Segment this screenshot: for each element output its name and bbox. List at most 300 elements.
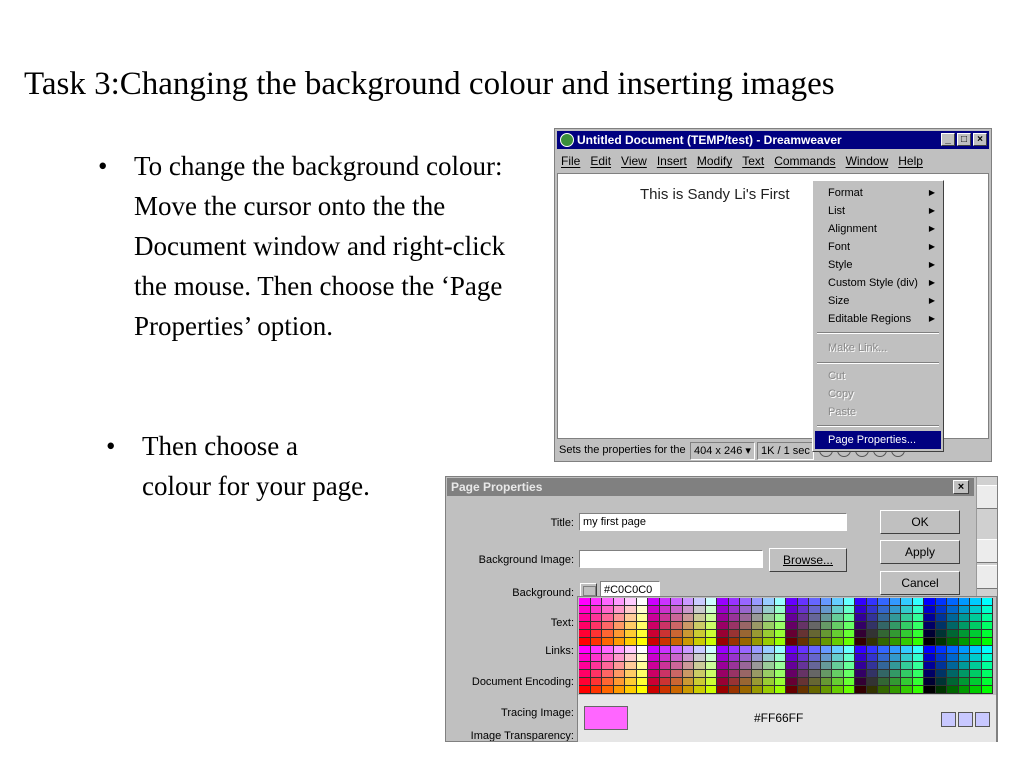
color-swatch[interactable] — [729, 598, 741, 606]
color-swatch[interactable] — [706, 646, 718, 654]
color-swatch[interactable] — [832, 598, 844, 606]
color-swatch[interactable] — [740, 686, 752, 694]
color-swatch[interactable] — [752, 598, 764, 606]
color-swatch[interactable] — [867, 622, 879, 630]
color-swatch[interactable] — [901, 686, 913, 694]
color-swatch[interactable] — [637, 678, 649, 686]
color-swatch[interactable] — [970, 598, 982, 606]
color-swatch[interactable] — [913, 606, 925, 614]
color-swatch[interactable] — [959, 638, 971, 646]
color-swatch[interactable] — [901, 662, 913, 670]
color-swatch[interactable] — [602, 662, 614, 670]
color-swatch[interactable] — [717, 638, 729, 646]
color-swatch[interactable] — [648, 662, 660, 670]
color-swatch[interactable] — [671, 686, 683, 694]
color-swatch[interactable] — [717, 654, 729, 662]
color-swatch[interactable] — [844, 686, 856, 694]
dialog-close-button[interactable]: × — [953, 480, 969, 494]
color-swatch[interactable] — [832, 678, 844, 686]
color-swatch[interactable] — [706, 598, 718, 606]
color-swatch[interactable] — [717, 606, 729, 614]
color-swatch[interactable] — [878, 686, 890, 694]
color-swatch[interactable] — [637, 598, 649, 606]
color-swatch[interactable] — [798, 654, 810, 662]
color-swatch[interactable] — [890, 622, 902, 630]
menu-modify[interactable]: Modify — [696, 154, 733, 168]
color-swatch[interactable] — [959, 654, 971, 662]
color-swatch[interactable] — [706, 614, 718, 622]
color-swatch[interactable] — [867, 598, 879, 606]
color-swatch[interactable] — [648, 630, 660, 638]
color-swatch[interactable] — [867, 670, 879, 678]
color-swatch[interactable] — [717, 598, 729, 606]
color-swatch[interactable] — [798, 598, 810, 606]
color-swatch[interactable] — [878, 678, 890, 686]
color-swatch[interactable] — [890, 678, 902, 686]
color-swatch[interactable] — [821, 662, 833, 670]
color-swatch[interactable] — [867, 678, 879, 686]
color-swatch[interactable] — [867, 606, 879, 614]
color-swatch[interactable] — [901, 670, 913, 678]
color-swatch[interactable] — [763, 606, 775, 614]
ctx-alignment[interactable] — [815, 220, 941, 238]
color-swatch[interactable] — [579, 670, 591, 678]
color-swatch[interactable] — [913, 662, 925, 670]
color-swatch[interactable] — [614, 630, 626, 638]
color-swatch[interactable] — [740, 630, 752, 638]
color-swatch[interactable] — [855, 662, 867, 670]
color-swatch[interactable] — [786, 638, 798, 646]
color-swatch[interactable] — [890, 686, 902, 694]
color-swatch[interactable] — [660, 662, 672, 670]
color-swatch[interactable] — [832, 614, 844, 622]
color-swatch[interactable] — [752, 686, 764, 694]
cancel-button[interactable] — [880, 571, 960, 595]
color-swatch[interactable] — [901, 606, 913, 614]
color-swatch[interactable] — [752, 670, 764, 678]
ctx-page-properties[interactable] — [815, 431, 941, 449]
color-swatch[interactable] — [625, 638, 637, 646]
color-swatch[interactable] — [959, 646, 971, 654]
color-swatch[interactable] — [890, 614, 902, 622]
color-swatch[interactable] — [936, 598, 948, 606]
color-swatch[interactable] — [579, 606, 591, 614]
color-swatch[interactable] — [982, 630, 994, 638]
color-swatch[interactable] — [913, 598, 925, 606]
color-swatch[interactable] — [890, 654, 902, 662]
color-swatch[interactable] — [832, 654, 844, 662]
background-image-input[interactable] — [579, 550, 763, 568]
color-swatch[interactable] — [901, 630, 913, 638]
color-swatch[interactable] — [809, 678, 821, 686]
color-swatch[interactable] — [602, 686, 614, 694]
color-swatch[interactable] — [637, 670, 649, 678]
color-swatch[interactable] — [867, 662, 879, 670]
color-swatch[interactable] — [729, 662, 741, 670]
color-swatch[interactable] — [637, 686, 649, 694]
color-swatch[interactable] — [729, 686, 741, 694]
color-swatch[interactable] — [625, 670, 637, 678]
color-swatch[interactable] — [602, 670, 614, 678]
color-swatch[interactable] — [579, 654, 591, 662]
color-swatch[interactable] — [660, 646, 672, 654]
background-hex-input[interactable]: #C0C0C0 — [600, 581, 660, 599]
color-swatch[interactable] — [901, 678, 913, 686]
color-swatch[interactable] — [763, 622, 775, 630]
color-swatch[interactable] — [809, 662, 821, 670]
color-swatch[interactable] — [832, 662, 844, 670]
color-swatch[interactable] — [729, 606, 741, 614]
color-swatch[interactable] — [648, 670, 660, 678]
color-swatch[interactable] — [821, 678, 833, 686]
color-swatch[interactable] — [959, 678, 971, 686]
color-swatch[interactable] — [694, 638, 706, 646]
color-swatch[interactable] — [706, 654, 718, 662]
color-swatch[interactable] — [706, 662, 718, 670]
color-swatch[interactable] — [798, 662, 810, 670]
color-swatch[interactable] — [740, 614, 752, 622]
color-swatch[interactable] — [936, 630, 948, 638]
color-swatch[interactable] — [970, 630, 982, 638]
color-swatch[interactable] — [959, 662, 971, 670]
color-swatch[interactable] — [648, 686, 660, 694]
color-swatch[interactable] — [729, 654, 741, 662]
color-swatch[interactable] — [683, 606, 695, 614]
color-swatch[interactable] — [775, 662, 787, 670]
color-swatch[interactable] — [970, 622, 982, 630]
color-swatch[interactable] — [775, 622, 787, 630]
color-swatch[interactable] — [683, 598, 695, 606]
color-swatch[interactable] — [752, 606, 764, 614]
ctx-size[interactable] — [815, 292, 941, 310]
ctx-format[interactable] — [815, 184, 941, 202]
color-swatch[interactable] — [936, 654, 948, 662]
color-swatch[interactable] — [821, 646, 833, 654]
ok-button[interactable] — [880, 510, 960, 534]
color-swatch[interactable] — [959, 606, 971, 614]
color-swatch[interactable] — [648, 654, 660, 662]
color-swatch[interactable] — [786, 678, 798, 686]
color-swatch[interactable] — [625, 598, 637, 606]
color-swatch[interactable] — [947, 662, 959, 670]
color-swatch[interactable] — [602, 646, 614, 654]
color-swatch[interactable] — [614, 638, 626, 646]
color-swatch[interactable] — [878, 646, 890, 654]
color-swatch[interactable] — [671, 630, 683, 638]
color-swatch[interactable] — [717, 646, 729, 654]
color-swatch[interactable] — [625, 622, 637, 630]
color-swatch[interactable] — [752, 646, 764, 654]
ctx-list[interactable] — [815, 202, 941, 220]
color-swatch[interactable] — [970, 670, 982, 678]
color-swatch[interactable] — [671, 654, 683, 662]
color-swatch[interactable] — [579, 598, 591, 606]
color-swatch[interactable] — [671, 678, 683, 686]
color-swatch[interactable] — [890, 670, 902, 678]
color-swatch[interactable] — [947, 638, 959, 646]
color-swatch[interactable] — [614, 686, 626, 694]
color-swatch[interactable] — [936, 670, 948, 678]
color-swatch[interactable] — [821, 614, 833, 622]
browse-button[interactable] — [769, 548, 847, 572]
color-swatch[interactable] — [660, 622, 672, 630]
color-swatch[interactable] — [913, 622, 925, 630]
color-swatch[interactable] — [913, 614, 925, 622]
color-swatch[interactable] — [614, 646, 626, 654]
color-swatch[interactable] — [706, 606, 718, 614]
color-swatch[interactable] — [740, 622, 752, 630]
color-swatch[interactable] — [775, 606, 787, 614]
color-swatch[interactable] — [821, 686, 833, 694]
color-swatch[interactable] — [786, 662, 798, 670]
color-swatch[interactable] — [844, 614, 856, 622]
color-swatch[interactable] — [579, 646, 591, 654]
color-swatch[interactable] — [683, 614, 695, 622]
color-swatch[interactable] — [798, 606, 810, 614]
color-swatch[interactable] — [648, 598, 660, 606]
color-swatch[interactable] — [683, 662, 695, 670]
color-swatch[interactable] — [740, 662, 752, 670]
color-swatch[interactable] — [798, 638, 810, 646]
color-swatch[interactable] — [671, 662, 683, 670]
color-swatch[interactable] — [740, 598, 752, 606]
color-swatch[interactable] — [947, 598, 959, 606]
color-swatch[interactable] — [924, 638, 936, 646]
color-swatch[interactable] — [625, 646, 637, 654]
color-swatch[interactable] — [752, 614, 764, 622]
color-swatch[interactable] — [878, 662, 890, 670]
color-swatch[interactable] — [821, 654, 833, 662]
color-swatch[interactable] — [901, 638, 913, 646]
color-swatch[interactable] — [625, 630, 637, 638]
color-swatch[interactable] — [867, 686, 879, 694]
menu-window[interactable]: Window — [845, 154, 889, 168]
color-swatch[interactable] — [602, 638, 614, 646]
color-swatch[interactable] — [913, 670, 925, 678]
color-swatch[interactable] — [878, 614, 890, 622]
color-swatch[interactable] — [625, 662, 637, 670]
color-swatch[interactable] — [579, 614, 591, 622]
color-swatch[interactable] — [591, 606, 603, 614]
color-swatch[interactable] — [694, 662, 706, 670]
color-swatch[interactable] — [878, 630, 890, 638]
color-swatch[interactable] — [878, 670, 890, 678]
color-swatch[interactable] — [602, 614, 614, 622]
color-swatch[interactable] — [913, 630, 925, 638]
color-swatch[interactable] — [844, 646, 856, 654]
color-swatch[interactable] — [786, 654, 798, 662]
color-swatch[interactable] — [637, 630, 649, 638]
color-swatch[interactable] — [924, 686, 936, 694]
color-swatch[interactable] — [924, 614, 936, 622]
color-swatch[interactable] — [660, 678, 672, 686]
color-swatch[interactable] — [855, 630, 867, 638]
color-swatch[interactable] — [970, 614, 982, 622]
color-swatch[interactable] — [763, 646, 775, 654]
color-swatch[interactable] — [924, 622, 936, 630]
color-swatch[interactable] — [740, 638, 752, 646]
color-swatch[interactable] — [591, 630, 603, 638]
color-swatch[interactable] — [579, 678, 591, 686]
color-swatch[interactable] — [763, 670, 775, 678]
color-swatch[interactable] — [591, 638, 603, 646]
color-swatch[interactable] — [579, 630, 591, 638]
color-swatch[interactable] — [832, 638, 844, 646]
color-swatch[interactable] — [614, 678, 626, 686]
color-swatch[interactable] — [867, 614, 879, 622]
color-swatch[interactable] — [982, 638, 994, 646]
color-swatch[interactable] — [901, 614, 913, 622]
color-swatch[interactable] — [671, 622, 683, 630]
color-swatch[interactable] — [717, 686, 729, 694]
color-swatch[interactable] — [579, 662, 591, 670]
color-swatch[interactable] — [706, 638, 718, 646]
color-swatch[interactable] — [637, 662, 649, 670]
color-swatch-grid[interactable] — [579, 598, 993, 694]
color-swatch[interactable] — [809, 670, 821, 678]
color-swatch[interactable] — [821, 622, 833, 630]
color-swatch[interactable] — [809, 598, 821, 606]
close-button[interactable]: × — [973, 133, 987, 146]
color-swatch[interactable] — [947, 654, 959, 662]
color-swatch[interactable] — [959, 614, 971, 622]
color-swatch[interactable] — [694, 606, 706, 614]
color-swatch[interactable] — [982, 606, 994, 614]
color-swatch[interactable] — [591, 622, 603, 630]
color-swatch[interactable] — [890, 662, 902, 670]
color-swatch[interactable] — [855, 622, 867, 630]
color-swatch[interactable] — [855, 686, 867, 694]
color-swatch[interactable] — [786, 646, 798, 654]
color-swatch[interactable] — [637, 646, 649, 654]
color-swatch[interactable] — [867, 638, 879, 646]
color-swatch[interactable] — [959, 686, 971, 694]
color-swatch[interactable] — [729, 646, 741, 654]
color-swatch[interactable] — [775, 686, 787, 694]
color-swatch[interactable] — [775, 638, 787, 646]
color-swatch[interactable] — [844, 654, 856, 662]
color-swatch[interactable] — [671, 598, 683, 606]
color-swatch[interactable] — [729, 678, 741, 686]
title-input[interactable]: my first page — [579, 513, 847, 531]
color-swatch[interactable] — [625, 654, 637, 662]
color-swatch[interactable] — [717, 630, 729, 638]
color-swatch[interactable] — [579, 686, 591, 694]
color-swatch[interactable] — [752, 630, 764, 638]
color-swatch[interactable] — [924, 678, 936, 686]
color-swatch[interactable] — [844, 630, 856, 638]
color-swatch[interactable] — [798, 678, 810, 686]
color-swatch[interactable] — [901, 646, 913, 654]
color-swatch[interactable] — [683, 670, 695, 678]
color-swatch[interactable] — [602, 678, 614, 686]
color-swatch[interactable] — [683, 678, 695, 686]
color-swatch[interactable] — [660, 606, 672, 614]
color-swatch[interactable] — [786, 670, 798, 678]
apply-button[interactable] — [880, 540, 960, 564]
color-swatch[interactable] — [694, 678, 706, 686]
color-swatch[interactable] — [890, 638, 902, 646]
color-wheel-icon[interactable] — [975, 712, 990, 727]
color-swatch[interactable] — [740, 678, 752, 686]
color-swatch[interactable] — [740, 606, 752, 614]
color-swatch[interactable] — [683, 654, 695, 662]
color-swatch[interactable] — [694, 686, 706, 694]
color-swatch[interactable] — [614, 670, 626, 678]
color-swatch[interactable] — [867, 646, 879, 654]
color-swatch[interactable] — [637, 654, 649, 662]
color-swatch[interactable] — [832, 670, 844, 678]
color-swatch[interactable] — [924, 598, 936, 606]
color-swatch[interactable] — [901, 598, 913, 606]
color-swatch[interactable] — [878, 606, 890, 614]
color-swatch[interactable] — [763, 654, 775, 662]
color-swatch[interactable] — [867, 654, 879, 662]
color-swatch[interactable] — [901, 622, 913, 630]
window-size-dropdown[interactable]: 404 x 246 ▾ — [690, 442, 755, 460]
color-swatch[interactable] — [683, 686, 695, 694]
color-swatch[interactable] — [821, 638, 833, 646]
color-swatch[interactable] — [660, 686, 672, 694]
color-swatch[interactable] — [844, 678, 856, 686]
color-swatch[interactable] — [660, 670, 672, 678]
menu-text[interactable]: Text — [742, 154, 765, 168]
color-swatch[interactable] — [924, 662, 936, 670]
color-swatch[interactable] — [591, 646, 603, 654]
color-swatch[interactable] — [959, 670, 971, 678]
color-swatch[interactable] — [959, 598, 971, 606]
color-swatch[interactable] — [752, 622, 764, 630]
color-swatch[interactable] — [648, 622, 660, 630]
color-swatch[interactable] — [694, 670, 706, 678]
color-swatch[interactable] — [648, 606, 660, 614]
color-swatch[interactable] — [706, 686, 718, 694]
color-swatch[interactable] — [763, 598, 775, 606]
color-swatch[interactable] — [740, 654, 752, 662]
color-swatch[interactable] — [798, 630, 810, 638]
color-swatch[interactable] — [729, 614, 741, 622]
color-swatch[interactable] — [878, 622, 890, 630]
color-swatch[interactable] — [660, 614, 672, 622]
color-swatch[interactable] — [614, 606, 626, 614]
color-swatch[interactable] — [970, 678, 982, 686]
color-swatch[interactable] — [878, 638, 890, 646]
color-swatch[interactable] — [660, 598, 672, 606]
menu-file[interactable]: File — [561, 154, 581, 168]
color-swatch[interactable] — [694, 646, 706, 654]
color-swatch[interactable] — [924, 670, 936, 678]
color-swatch[interactable] — [591, 654, 603, 662]
color-swatch[interactable] — [809, 630, 821, 638]
color-swatch[interactable] — [924, 606, 936, 614]
color-swatch[interactable] — [763, 678, 775, 686]
color-swatch[interactable] — [890, 630, 902, 638]
color-swatch[interactable] — [832, 606, 844, 614]
color-swatch[interactable] — [717, 614, 729, 622]
color-swatch[interactable] — [832, 646, 844, 654]
menu-help[interactable]: Help — [898, 154, 923, 168]
color-swatch[interactable] — [786, 686, 798, 694]
color-swatch[interactable] — [625, 614, 637, 622]
color-swatch[interactable] — [982, 662, 994, 670]
color-swatch[interactable] — [591, 670, 603, 678]
color-swatch[interactable] — [591, 686, 603, 694]
color-swatch[interactable] — [890, 606, 902, 614]
color-swatch[interactable] — [936, 614, 948, 622]
color-swatch[interactable] — [982, 678, 994, 686]
color-swatch[interactable] — [740, 670, 752, 678]
color-swatch[interactable] — [970, 646, 982, 654]
